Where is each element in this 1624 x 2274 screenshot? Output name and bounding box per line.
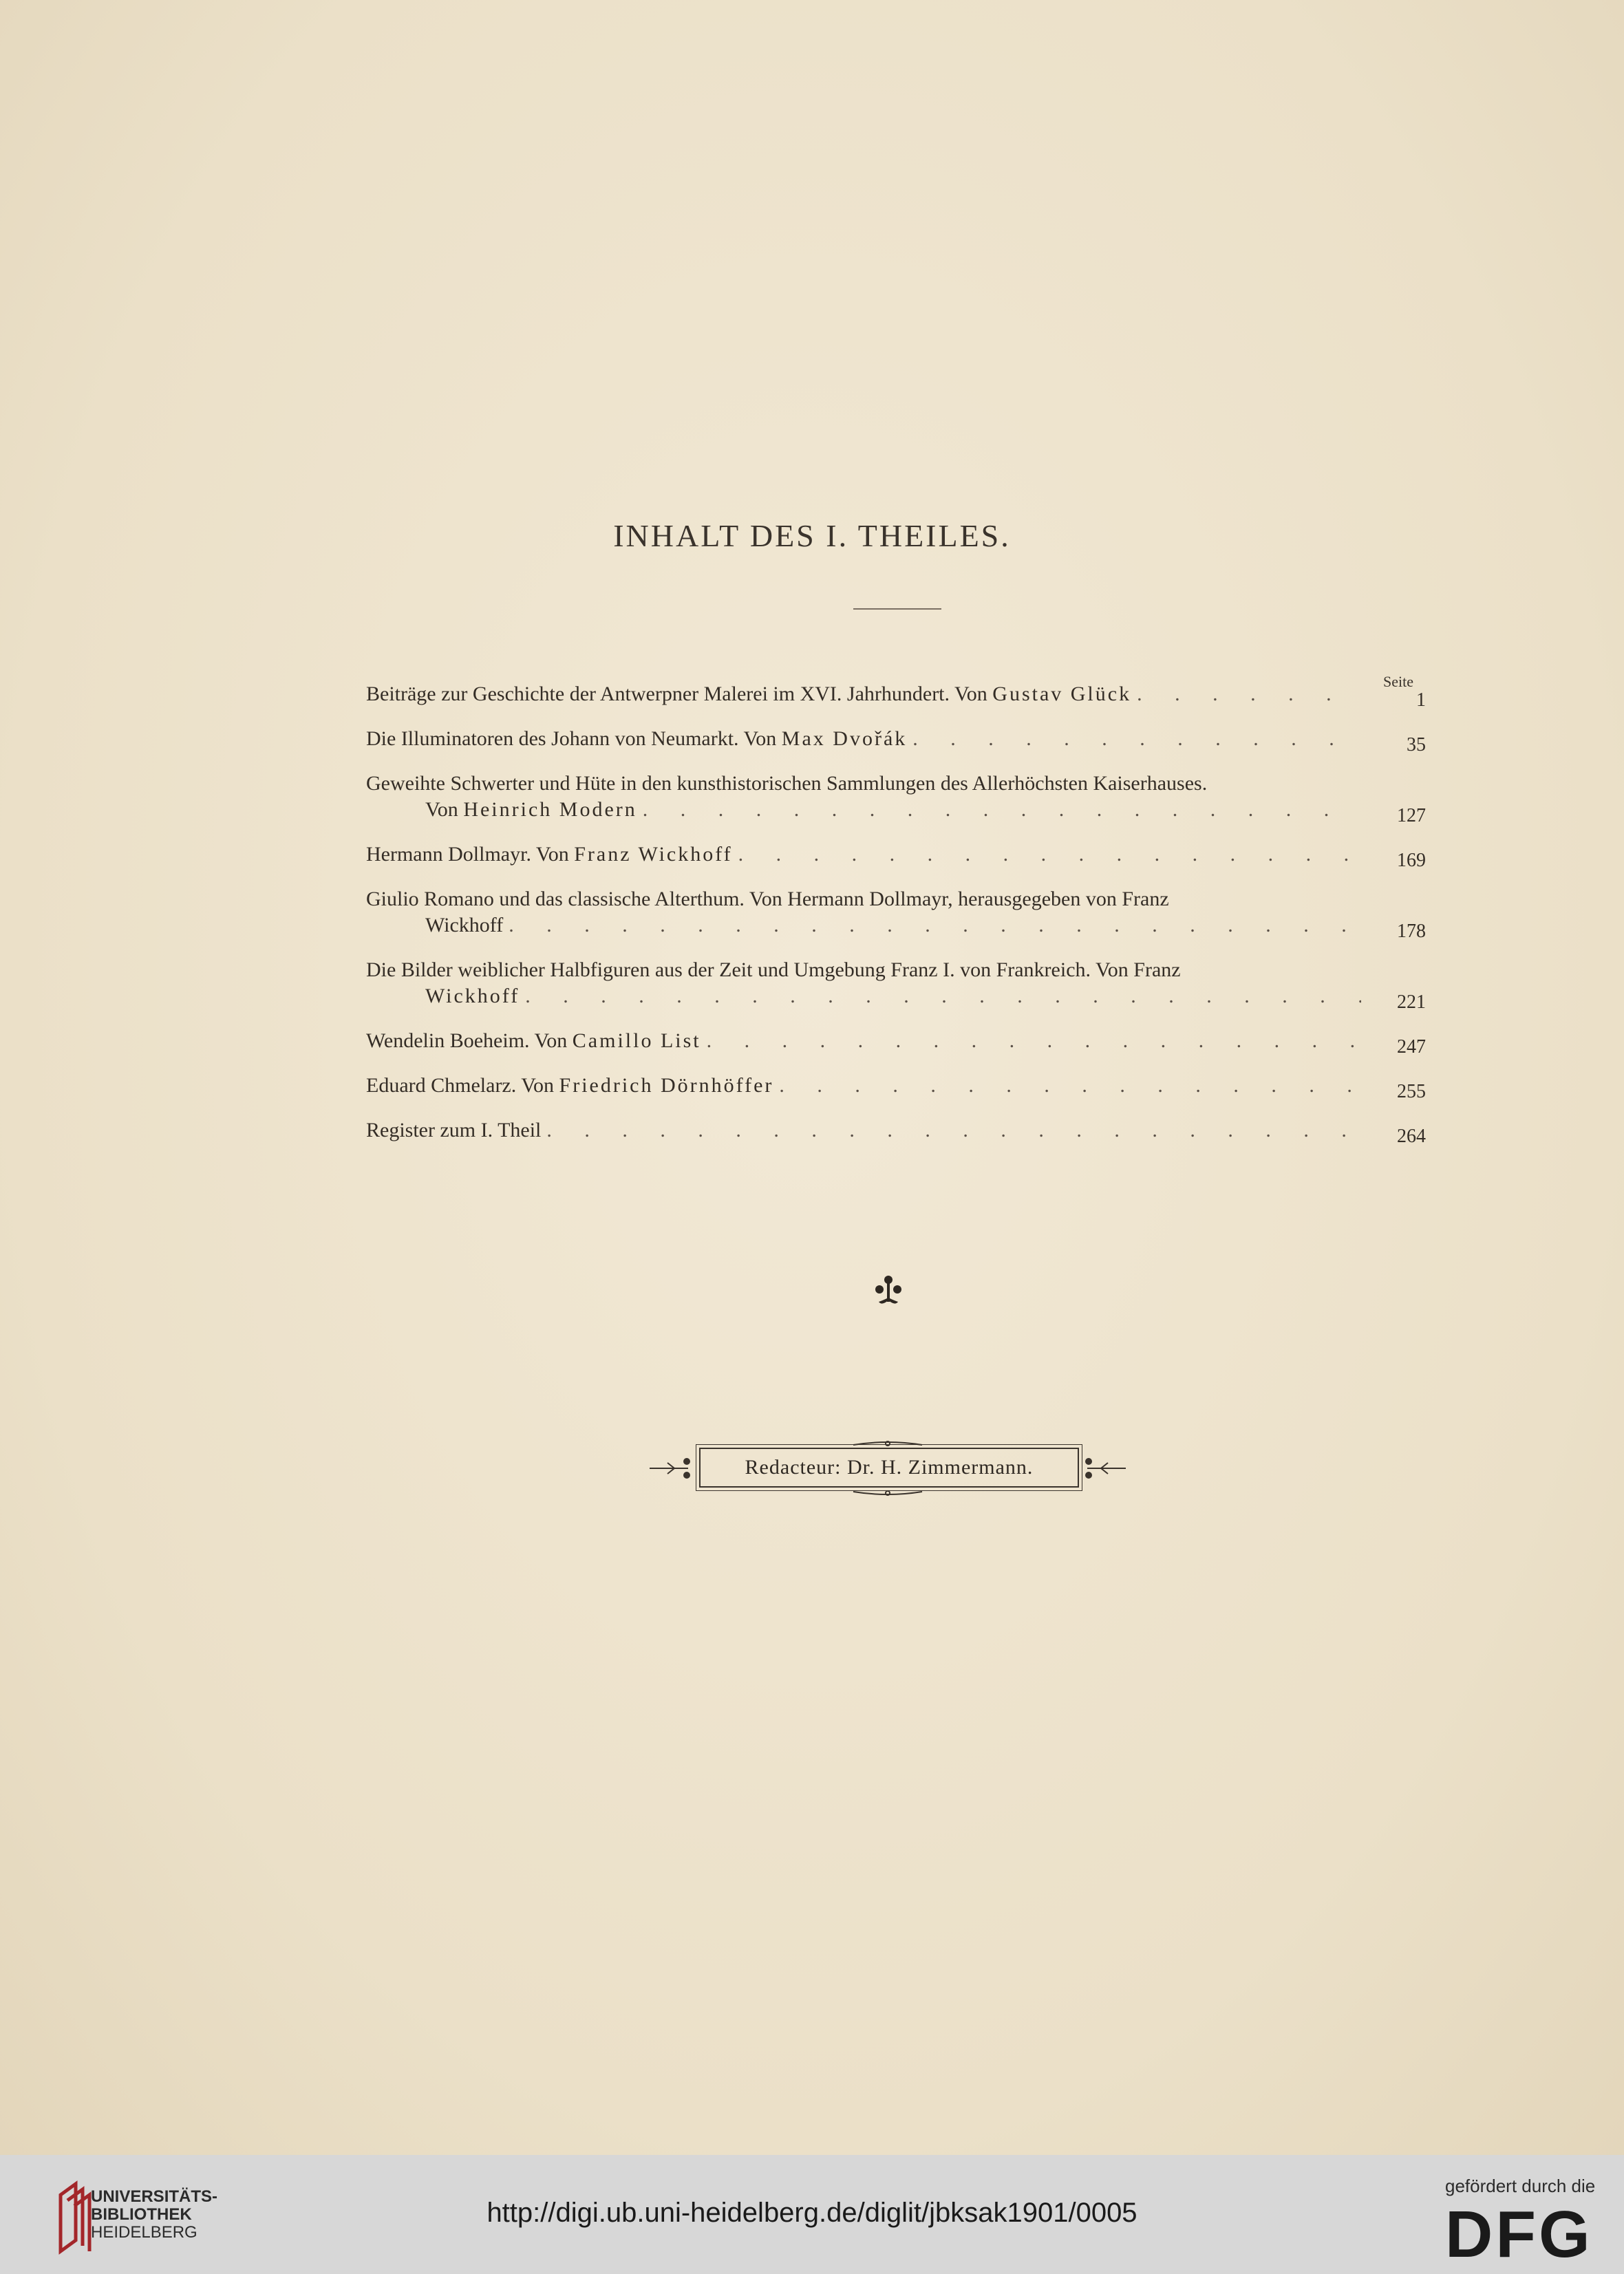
leader-dots: [546, 1117, 1361, 1144]
fleuron-ornament-icon: [873, 1273, 904, 1307]
toc-entry-author: Heinrich Modern: [463, 798, 637, 821]
toc-entry: [366, 841, 1426, 871]
toc-entry-title: Die Illuminatoren des Johann von Neumarkt. Von: [366, 727, 777, 750]
toc-entry-author: Friedrich Dörnhöffer: [559, 1074, 774, 1097]
toc-entry-title: Eduard Chmelarz. Von: [366, 1074, 555, 1097]
dfg-logo: DFG: [1445, 2198, 1593, 2271]
toc-entry-page: 169: [1397, 850, 1426, 871]
title-divider: [853, 608, 941, 610]
page-column-label: Seite: [1383, 673, 1413, 690]
table-of-contents: [366, 681, 1426, 1162]
toc-entry-title-cont: Wickhoff: [425, 985, 520, 1007]
library-name-line: BIBLIOTHEK: [91, 2205, 192, 2224]
toc-entry: [366, 957, 1426, 1013]
toc-entry-author: Camillo List: [572, 1029, 701, 1052]
leader-dots: [912, 726, 1361, 752]
leader-dots: [643, 797, 1361, 823]
toc-entry-author: Max Dvořák: [781, 727, 908, 750]
leader-dots: [779, 1073, 1361, 1099]
toc-entry-author: Gustav Glück: [992, 683, 1132, 705]
toc-entry: [366, 1117, 1426, 1147]
library-name-line: UNIVERSITÄTS-: [91, 2187, 218, 2206]
redacteur-text: Redacteur: Dr. H. Zimmermann.: [699, 1448, 1079, 1488]
toc-entry-author: Franz Wickhoff: [574, 843, 733, 866]
toc-entry-title-cont: Von: [425, 798, 458, 821]
toc-entry-page: 127: [1397, 805, 1426, 826]
toc-entry: [366, 771, 1426, 824]
toc-entry-title-cont: Wickhoff: [425, 914, 504, 936]
toc-entry-page: 221: [1397, 991, 1426, 1013]
toc-entry: [366, 886, 1426, 942]
toc-entry-page: 35: [1407, 734, 1426, 755]
toc-entry-title: Die Bilder weiblicher Halbfiguren aus der Zeit und Umgebung Franz I. von Frankreich. Von Franz: [366, 958, 1181, 981]
leader-dots: [525, 983, 1361, 1009]
toc-entry-title: Beiträge zur Geschichte der Antwerpner Malerei im XVI. Jahrhundert. Von: [366, 683, 987, 705]
viewer-footer: [0, 2155, 1624, 2274]
toc-entry-page: 264: [1397, 1126, 1426, 1147]
leader-dots: [509, 912, 1361, 938]
page-title: INHALT DES I. THEILES.: [613, 518, 1011, 553]
toc-entry-page: 247: [1397, 1036, 1426, 1058]
library-name-line: HEIDELBERG: [91, 2223, 197, 2242]
leader-dots: [707, 1028, 1361, 1054]
funding-label: gefördert durch die: [1445, 2176, 1596, 2196]
toc-entry: [366, 1073, 1426, 1100]
toc-entry: [366, 726, 1426, 753]
leader-dots: [1137, 681, 1361, 707]
toc-entry: [366, 1028, 1426, 1058]
toc-entry-title: Register zum I. Theil: [366, 1119, 542, 1141]
toc-entry-title: Geweihte Schwerter und Hüte in den kunsthistorischen Sammlungen des Allerhöchsten Kaiserhauses.: [366, 772, 1208, 795]
toc-entry-page: 178: [1397, 921, 1426, 942]
toc-entry-title: Hermann Dollmayr. Von: [366, 843, 569, 866]
toc-entry-page: 255: [1397, 1081, 1426, 1102]
redacteur-cartouche: [647, 1441, 1129, 1496]
toc-entry-title: Wendelin Boeheim. Von: [366, 1029, 568, 1052]
toc-entry-title: Giulio Romano und das classische Alterthum. Von Hermann Dollmayr, herausgegeben von Franz: [366, 888, 1169, 910]
toc-entry-page: 1: [1416, 689, 1426, 711]
permalink-url[interactable]: http://digi.ub.uni-heidelberg.de/diglit/jbksak1901/0005: [487, 2198, 1137, 2228]
toc-entry: [366, 681, 1426, 711]
leader-dots: [738, 841, 1361, 868]
